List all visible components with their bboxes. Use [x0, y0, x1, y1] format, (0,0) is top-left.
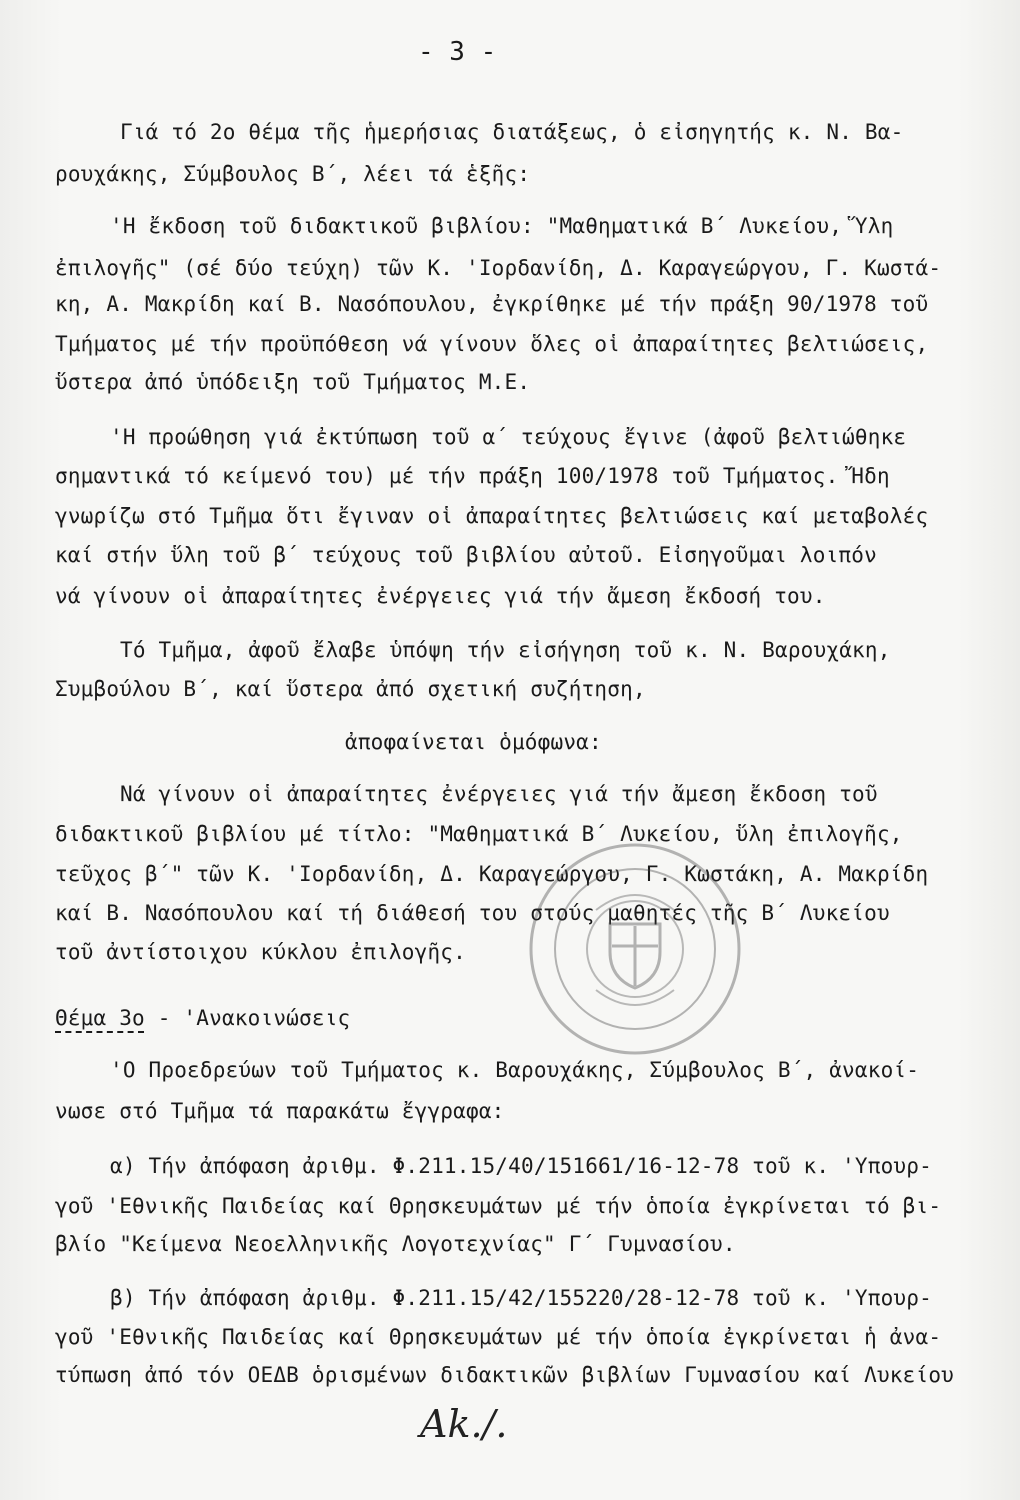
body-line: βλίο "Κείμενα Νεοελληνικῆς Λογοτεχνίας" Γ΄ Γυμνασίου. [55, 1232, 736, 1256]
body-line: Νά γίνουν οἱ ἀπαραίτητες ἐνέργειες γιά τήν ἄμεση ἔκδοση τοῦ [120, 782, 878, 806]
body-line: κη, Α. Μακρίδη καί Β. Νασόπουλου, ἐγκρίθηκε μέ τήν πράξη 90/1978 τοῦ [55, 292, 929, 316]
body-line: β) Τήν ἀπόφαση ἀριθμ. Φ.211.15/42/155220/28-12-78 τοῦ κ. 'Υπουρ- [110, 1286, 932, 1310]
official-seal-stamp [526, 840, 744, 1058]
body-line: καί Β. Νασόπουλου καί τή διάθεσή του στούς μαθητές τῆς Β΄ Λυκείου [55, 901, 890, 925]
body-line: γνωρίζω στό Τμῆμα ὅτι ἔγιναν οἱ ἀπαραίτητες βελτιώσεις καί μεταβολές [55, 504, 929, 528]
resolution-heading: ἀποφαίνεται ὁμόφωνα: [345, 730, 602, 754]
body-line: 'Η ἔκδοση τοῦ διδακτικοῦ βιβλίου: "Μαθηματικά Β΄ Λυκείου, Ὕλη [110, 214, 894, 238]
section-title: - 'Ανακοινώσεις [144, 1006, 351, 1030]
body-line: νωσε στό Τμῆμα τά παρακάτω ἔγγραφα: [55, 1099, 505, 1123]
page-number: - 3 - [418, 37, 497, 67]
body-line: Τμήματος μέ τήν προϋπόθεση νά γίνουν ὅλες οἱ ἀπαραίτητες βελτιώσεις, [55, 332, 929, 356]
body-line: σημαντικά τό κείμενό του) μέ τήν πράξη 100/1978 τοῦ Τμήματος. Ἤδη [55, 464, 890, 488]
body-line: Γιά τό 2ο θέμα τῆς ἡμερήσιας διατάξεως, ὁ εἰσηγητής κ. Ν. Βα- [120, 120, 904, 144]
body-line: ὕστερα ἀπό ὑπόδειξη τοῦ Τμήματος Μ.Ε. [55, 370, 531, 394]
body-line: νά γίνουν οἱ ἀπαραίτητες ἐνέργειες γιά τήν ἄμεση ἔκδοσή του. [55, 584, 826, 608]
body-line: τεῦχος β΄" τῶν Κ. 'Ιορδανίδη, Δ. Καραγεώργου, Γ. Κωστάκη, Α. Μακρίδη [55, 862, 929, 886]
body-line: Συμβούλου Β΄, καί ὕστερα ἀπό σχετική συζήτηση, [55, 677, 646, 701]
body-line: 'Η προώθηση γιά ἐκτύπωση τοῦ α΄ τεύχους ἔγινε (ἀφοῦ βελτιώθηκε [110, 425, 907, 449]
body-line: 'Ο Προεδρεύων τοῦ Τμήματος κ. Βαρουχάκης, Σύμβουλος Β΄, ἀνακοί- [110, 1058, 920, 1082]
body-line: γοῦ 'Εθνικῆς Παιδείας καί Θρησκευμάτων μέ τήν ὁποία ἐγκρίνεται ἡ ἀνα- [55, 1325, 942, 1349]
body-line: Τό Τμῆμα, ἀφοῦ ἔλαβε ὑπόψη τήν εἰσήγηση τοῦ κ. Ν. Βαρουχάκη, [120, 638, 891, 662]
body-line: τοῦ ἀντίστοιχου κύκλου ἐπιλογῆς. [55, 940, 466, 964]
section-label: Θέμα 3ο [55, 1006, 145, 1030]
body-line: τύπωση ἀπό τόν ΟΕΔΒ ὁρισμένων διδακτικῶν βιβλίων Γυμνασίου καί Λυκείου [55, 1363, 955, 1387]
body-line: διδακτικοῦ βιβλίου μέ τίτλο: "Μαθηματικά Β΄ Λυκείου, ὕλη ἐπιλογῆς, [55, 822, 903, 846]
body-line: καί στήν ὕλη τοῦ β΄ τεύχους τοῦ βιβλίου αὐτοῦ. Εἰσηγοῦμαι λοιπόν [55, 543, 877, 567]
body-line: γοῦ 'Εθνικῆς Παιδείας καί Θρησκευμάτων μέ τήν ὁποία ἐγκρίνεται τό βι- [55, 1194, 942, 1218]
body-line: ρουχάκης, Σύμβουλος Β΄, λέει τά ἑξῆς: [55, 162, 531, 186]
body-line: α) Τήν ἀπόφαση ἀριθμ. Φ.211.15/40/151661/16-12-78 τοῦ κ. 'Υπουρ- [110, 1154, 932, 1178]
handwritten-initials: Ak./. [420, 1402, 508, 1446]
section-heading [55, 1004, 350, 1032]
body-line: ἐπιλογῆς" (σέ δύο τεύχη) τῶν Κ. 'Ιορδανίδη, Δ. Καραγεώργου, Γ. Κωστά- [55, 256, 942, 280]
